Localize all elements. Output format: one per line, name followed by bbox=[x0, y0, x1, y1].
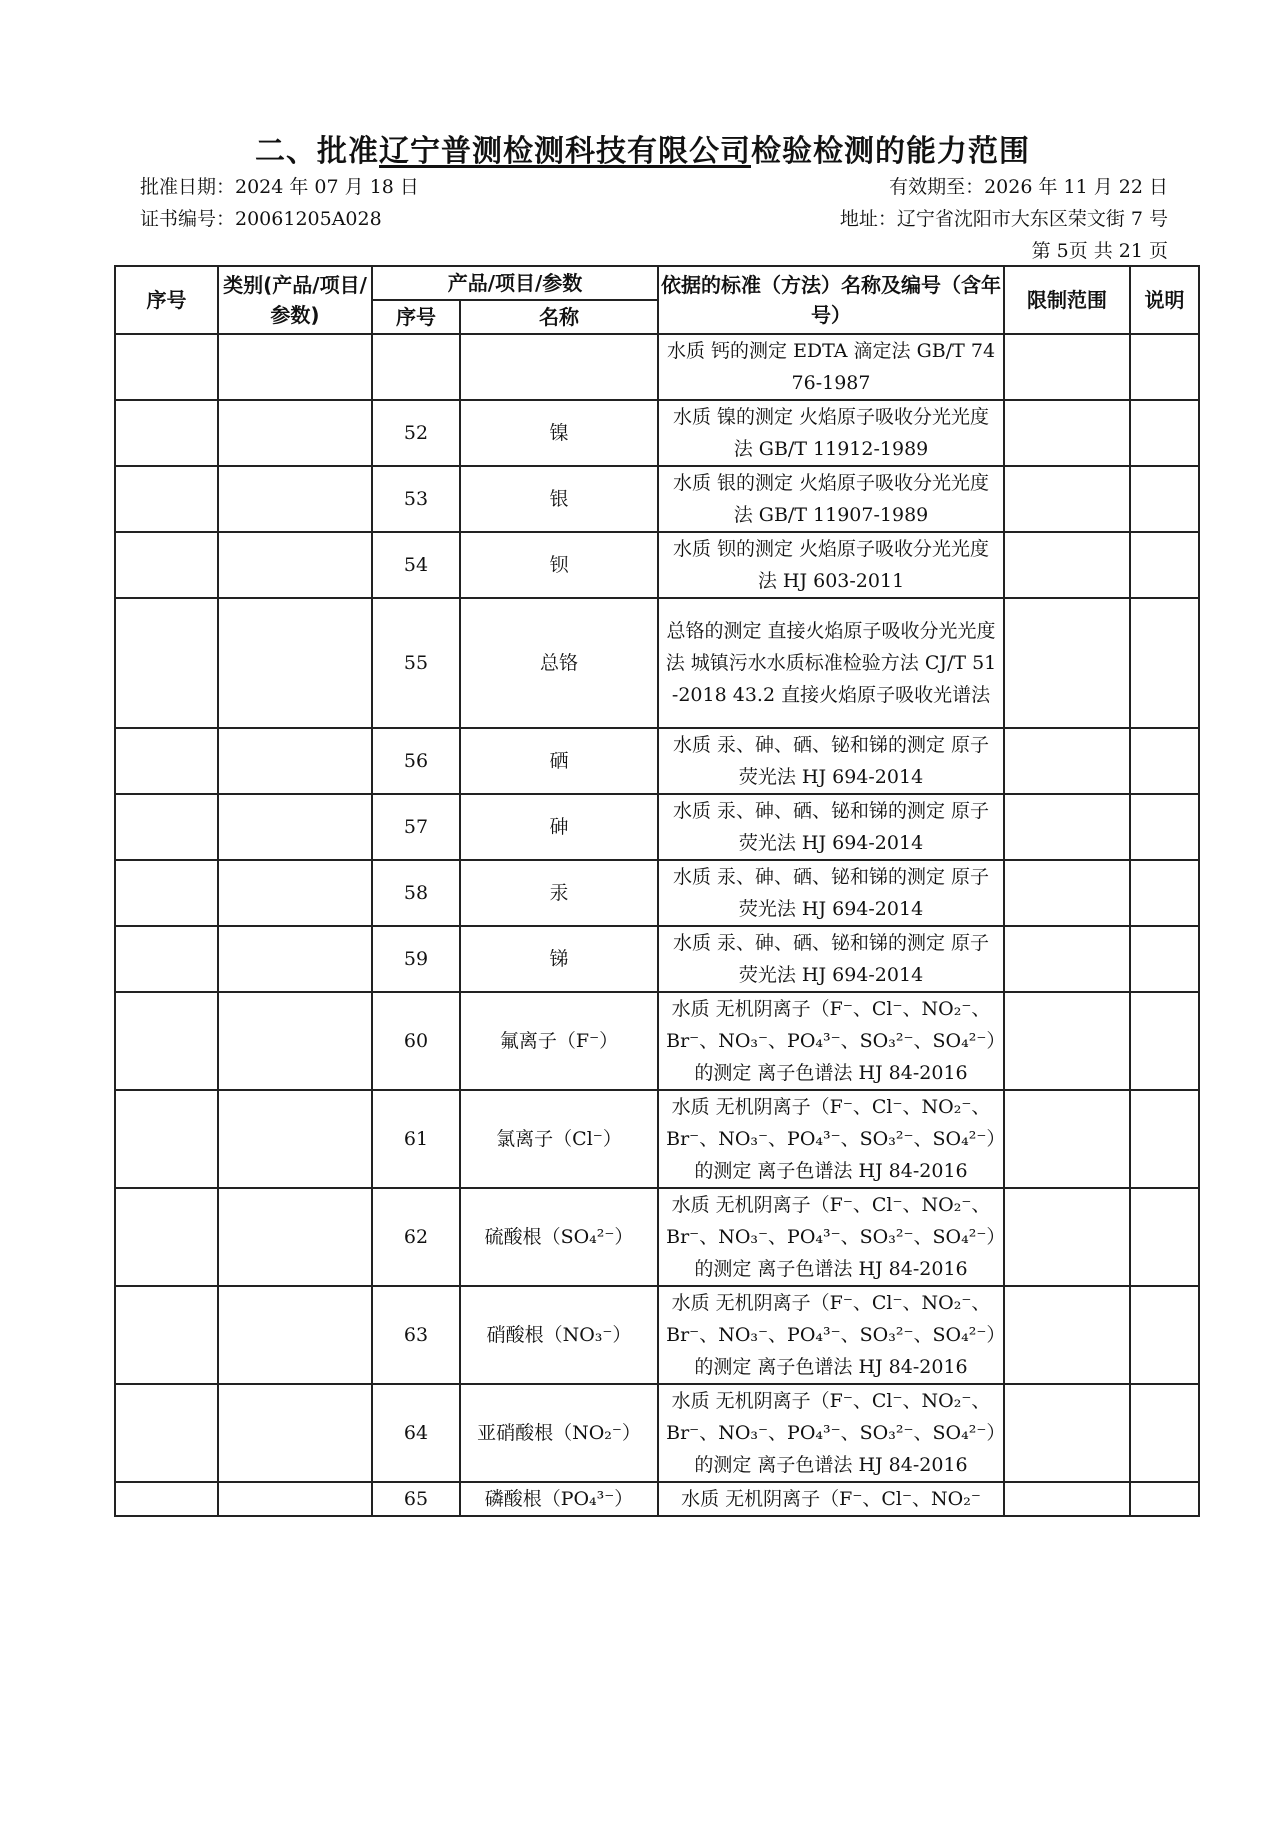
header-limit: 限制范围 bbox=[1004, 266, 1130, 334]
title-company: 辽宁普测检测科技有限公司 bbox=[379, 134, 751, 169]
cell-limit bbox=[1004, 598, 1130, 728]
cell-note bbox=[1130, 1188, 1199, 1286]
cell-no: 62 bbox=[372, 1188, 460, 1286]
cell-note bbox=[1130, 400, 1199, 466]
cell-note bbox=[1130, 532, 1199, 598]
table-row bbox=[115, 992, 1199, 1090]
cell-seq bbox=[115, 1286, 218, 1384]
title-prefix: 二、批准 bbox=[255, 134, 379, 169]
cell-category bbox=[218, 794, 372, 860]
cell-seq bbox=[115, 794, 218, 860]
cell-name: 总铬 bbox=[460, 598, 658, 728]
cell-limit bbox=[1004, 992, 1130, 1090]
cell-limit bbox=[1004, 794, 1130, 860]
cell-category bbox=[218, 926, 372, 992]
title-suffix: 检验检测的能力范围 bbox=[751, 134, 1030, 169]
cell-name: 硝酸根（NO₃⁻） bbox=[460, 1286, 658, 1384]
cell-name: 硫酸根（SO₄²⁻） bbox=[460, 1188, 658, 1286]
cell-seq bbox=[115, 400, 218, 466]
cell-name: 硒 bbox=[460, 728, 658, 794]
header-standard: 依据的标准（方法）名称及编号（含年号） bbox=[658, 266, 1004, 334]
table-row bbox=[115, 728, 1199, 794]
cell-seq bbox=[115, 860, 218, 926]
table-row bbox=[115, 1384, 1199, 1482]
cell-note bbox=[1130, 334, 1199, 400]
cell-limit bbox=[1004, 532, 1130, 598]
page-title bbox=[0, 126, 1285, 170]
cell-no: 64 bbox=[372, 1384, 460, 1482]
table-row bbox=[115, 1090, 1199, 1188]
cell-limit bbox=[1004, 1286, 1130, 1384]
certificate-number: 证书编号：20061205A028 bbox=[140, 208, 382, 230]
cell-limit bbox=[1004, 860, 1130, 926]
cell-no: 59 bbox=[372, 926, 460, 992]
cell-seq bbox=[115, 1384, 218, 1482]
cell-standard: 水质 汞、砷、硒、铋和锑的测定 原子荧光法 HJ 694-2014 bbox=[658, 728, 1004, 794]
cell-note bbox=[1130, 860, 1199, 926]
cell-standard: 总铬的测定 直接火焰原子吸收分光光度法 城镇污水水质标准检验方法 CJ/T 51-2018 43.2 直接火焰原子吸收光谱法 bbox=[658, 598, 1004, 728]
table-row bbox=[115, 400, 1199, 466]
cell-no: 52 bbox=[372, 400, 460, 466]
cell-limit bbox=[1004, 926, 1130, 992]
cell-standard: 水质 银的测定 火焰原子吸收分光光度法 GB/T 11907-1989 bbox=[658, 466, 1004, 532]
cell-category bbox=[218, 400, 372, 466]
approval-date: 批准日期：2024 年 07 月 18 日 bbox=[140, 176, 419, 198]
cell-no: 61 bbox=[372, 1090, 460, 1188]
cell-standard: 水质 汞、砷、硒、铋和锑的测定 原子荧光法 HJ 694-2014 bbox=[658, 860, 1004, 926]
cell-no: 53 bbox=[372, 466, 460, 532]
cell-category bbox=[218, 1384, 372, 1482]
cell-note bbox=[1130, 926, 1199, 992]
cell-category bbox=[218, 728, 372, 794]
cell-standard: 水质 无机阴离子（F⁻、Cl⁻、NO₂⁻、Br⁻、NO₃⁻、PO₄³⁻、SO₃²⁻、SO₄²⁻）的测定 离子色谱法 HJ 84-2016 bbox=[658, 1090, 1004, 1188]
header-seq: 序号 bbox=[115, 266, 218, 334]
valid-until: 有效期至：2026 年 11 月 22 日 bbox=[889, 176, 1168, 198]
table-row bbox=[115, 926, 1199, 992]
cell-limit bbox=[1004, 400, 1130, 466]
cell-seq bbox=[115, 1482, 218, 1516]
cell-no: 58 bbox=[372, 860, 460, 926]
cell-no: 65 bbox=[372, 1482, 460, 1516]
cell-note bbox=[1130, 794, 1199, 860]
cell-category bbox=[218, 598, 372, 728]
cell-note bbox=[1130, 1286, 1199, 1384]
cell-category bbox=[218, 1286, 372, 1384]
cell-seq bbox=[115, 466, 218, 532]
cell-name: 氯离子（Cl⁻） bbox=[460, 1090, 658, 1188]
cell-name: 钡 bbox=[460, 532, 658, 598]
cell-seq bbox=[115, 598, 218, 728]
cell-seq bbox=[115, 992, 218, 1090]
cell-category bbox=[218, 1482, 372, 1516]
cell-note bbox=[1130, 1090, 1199, 1188]
header-sub-name: 名称 bbox=[460, 300, 658, 334]
table-row bbox=[115, 860, 1199, 926]
cell-seq bbox=[115, 334, 218, 400]
page-number: 第 5页 共 21 页 bbox=[1031, 240, 1168, 262]
cell-category bbox=[218, 334, 372, 400]
header-sub-seq: 序号 bbox=[372, 300, 460, 334]
cell-standard: 水质 无机阴离子（F⁻、Cl⁻、NO₂⁻、Br⁻、NO₃⁻、PO₄³⁻、SO₃²⁻、SO₄²⁻）的测定 离子色谱法 HJ 84-2016 bbox=[658, 1286, 1004, 1384]
cell-note bbox=[1130, 728, 1199, 794]
cell-name bbox=[460, 334, 658, 400]
cell-seq bbox=[115, 728, 218, 794]
cell-standard: 水质 无机阴离子（F⁻、Cl⁻、NO₂⁻ bbox=[658, 1482, 1004, 1516]
cell-limit bbox=[1004, 466, 1130, 532]
cell-name: 砷 bbox=[460, 794, 658, 860]
header-category: 类别(产品/项目/参数) bbox=[218, 266, 372, 334]
cell-standard: 水质 汞、砷、硒、铋和锑的测定 原子荧光法 HJ 694-2014 bbox=[658, 794, 1004, 860]
cell-no: 56 bbox=[372, 728, 460, 794]
table-row bbox=[115, 1286, 1199, 1384]
cell-limit bbox=[1004, 728, 1130, 794]
cell-seq bbox=[115, 926, 218, 992]
cell-category bbox=[218, 532, 372, 598]
cell-no bbox=[372, 334, 460, 400]
cell-standard: 水质 钡的测定 火焰原子吸收分光光度法 HJ 603-2011 bbox=[658, 532, 1004, 598]
cell-name: 镍 bbox=[460, 400, 658, 466]
cell-limit bbox=[1004, 1482, 1130, 1516]
table-row bbox=[115, 794, 1199, 860]
table-row bbox=[115, 598, 1199, 728]
cell-name: 锑 bbox=[460, 926, 658, 992]
cell-note bbox=[1130, 1482, 1199, 1516]
cell-category bbox=[218, 1188, 372, 1286]
cell-no: 55 bbox=[372, 598, 460, 728]
cell-limit bbox=[1004, 334, 1130, 400]
cell-limit bbox=[1004, 1384, 1130, 1482]
address: 地址：辽宁省沈阳市大东区荣文街 7 号 bbox=[839, 208, 1168, 230]
header-product-group: 产品/项目/参数 bbox=[372, 266, 658, 300]
cell-no: 60 bbox=[372, 992, 460, 1090]
cell-standard: 水质 无机阴离子（F⁻、Cl⁻、NO₂⁻、Br⁻、NO₃⁻、PO₄³⁻、SO₃²⁻、SO₄²⁻）的测定 离子色谱法 HJ 84-2016 bbox=[658, 1188, 1004, 1286]
cell-name: 亚硝酸根（NO₂⁻） bbox=[460, 1384, 658, 1482]
cell-name: 汞 bbox=[460, 860, 658, 926]
cell-seq bbox=[115, 1188, 218, 1286]
cell-seq bbox=[115, 1090, 218, 1188]
cell-limit bbox=[1004, 1188, 1130, 1286]
cell-note bbox=[1130, 598, 1199, 728]
cell-standard: 水质 无机阴离子（F⁻、Cl⁻、NO₂⁻、Br⁻、NO₃⁻、PO₄³⁻、SO₃²⁻、SO₄²⁻）的测定 离子色谱法 HJ 84-2016 bbox=[658, 1384, 1004, 1482]
cell-standard: 水质 钙的测定 EDTA 滴定法 GB/T 7476-1987 bbox=[658, 334, 1004, 400]
header-note: 说明 bbox=[1130, 266, 1199, 334]
cell-category bbox=[218, 1090, 372, 1188]
cell-category bbox=[218, 860, 372, 926]
cell-standard: 水质 汞、砷、硒、铋和锑的测定 原子荧光法 HJ 694-2014 bbox=[658, 926, 1004, 992]
cell-category bbox=[218, 466, 372, 532]
table-row bbox=[115, 1188, 1199, 1286]
cell-name: 磷酸根（PO₄³⁻） bbox=[460, 1482, 658, 1516]
cell-note bbox=[1130, 466, 1199, 532]
cell-seq bbox=[115, 532, 218, 598]
cell-note bbox=[1130, 992, 1199, 1090]
cell-name: 银 bbox=[460, 466, 658, 532]
capability-table bbox=[114, 265, 1200, 1517]
table-row bbox=[115, 1482, 1199, 1516]
cell-no: 57 bbox=[372, 794, 460, 860]
cell-no: 54 bbox=[372, 532, 460, 598]
table-row bbox=[115, 532, 1199, 598]
cell-limit bbox=[1004, 1090, 1130, 1188]
cell-category bbox=[218, 992, 372, 1090]
cell-name: 氟离子（F⁻） bbox=[460, 992, 658, 1090]
cell-standard: 水质 镍的测定 火焰原子吸收分光光度法 GB/T 11912-1989 bbox=[658, 400, 1004, 466]
table-row bbox=[115, 466, 1199, 532]
cell-note bbox=[1130, 1384, 1199, 1482]
cell-no: 63 bbox=[372, 1286, 460, 1384]
table-row bbox=[115, 334, 1199, 400]
cell-standard: 水质 无机阴离子（F⁻、Cl⁻、NO₂⁻、Br⁻、NO₃⁻、PO₄³⁻、SO₃²⁻、SO₄²⁻）的测定 离子色谱法 HJ 84-2016 bbox=[658, 992, 1004, 1090]
